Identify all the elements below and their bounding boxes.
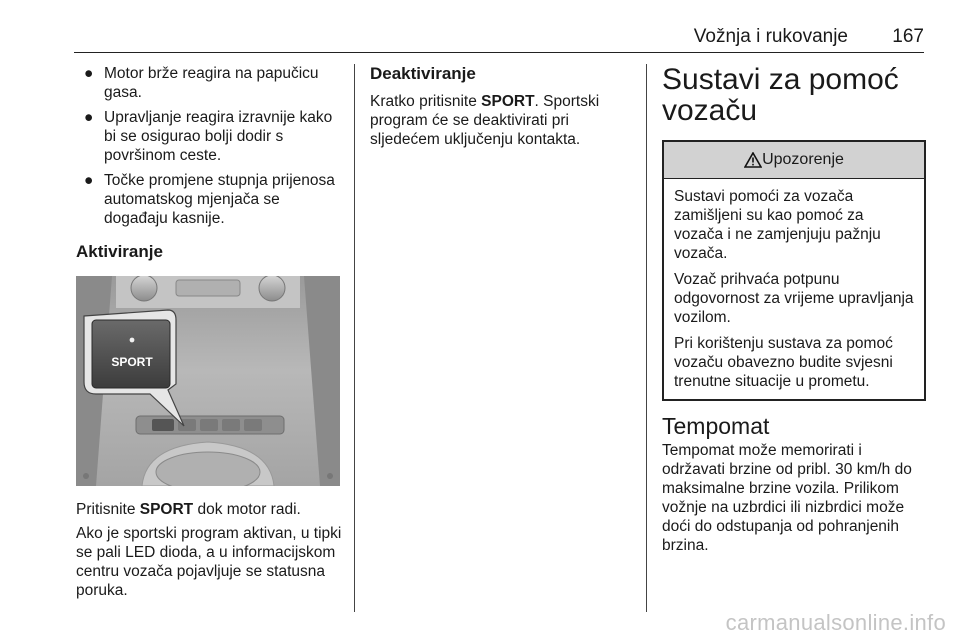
activation-instruction: Pritisnite SPORT dok motor radi. bbox=[76, 501, 301, 518]
warning-triangle-icon bbox=[744, 152, 762, 168]
column-1 bbox=[76, 64, 342, 600]
sport-button-label: SPORT bbox=[111, 355, 153, 369]
section-title: Sustavi za pomoć vozaču bbox=[662, 63, 899, 127]
chapter-title: Vožnja i rukovanje bbox=[693, 26, 848, 47]
column-3 bbox=[662, 64, 926, 555]
bullet-icon: ● bbox=[84, 109, 94, 126]
warning-paragraph: Vozač prihvaća potpunu odgovornost za vrijeme upravljanja vozilom. bbox=[674, 271, 914, 326]
warning-title: Upozorenje bbox=[762, 151, 844, 168]
bullet-icon: ● bbox=[84, 172, 94, 189]
watermark: carmanualsonline.info bbox=[725, 610, 946, 635]
warning-body bbox=[664, 179, 924, 399]
activation-description: Ako je sportski program aktivan, u tipki se pali LED dioda, a u informacijskom centru vozača pojavljuje se statusna poruka. bbox=[76, 525, 342, 599]
column-divider bbox=[646, 64, 647, 612]
page-number: 167 bbox=[892, 26, 924, 47]
sport-button-illustration bbox=[76, 276, 340, 486]
list-item: ● Upravljanje reagira izravnije kako bi se osigurao bolji dodir s površinom ceste. bbox=[84, 109, 333, 164]
bullet-icon: ● bbox=[84, 65, 94, 82]
list-item: ● Točke promjene stupnja prijenosa automatskog mjenjača se događaju kasnije. bbox=[84, 172, 335, 227]
warning-paragraph: Sustavi pomoći za vozača zamišljeni su kao pomoć za vozača i ne zamjenjuju pažnju vozača. bbox=[674, 188, 881, 262]
feature-list bbox=[76, 64, 342, 228]
cruise-control-description: Tempomat može memorirati i održavati brzine od pribl. 30 km/h do maksimalne brzine vozila. Prilikom vožnje na uzbrdici ili nizbrdici može doći do odstupanja od pohranjenih brzina. bbox=[662, 442, 912, 554]
page-header bbox=[74, 22, 924, 53]
warning-paragraph: Pri korištenju sustava za pomoć vozaču obavezno budite svjesni trenutne situacije u prometu. bbox=[674, 335, 893, 390]
subsection-heading-cruise-control: Tempomat bbox=[662, 413, 770, 439]
section-heading-deactivation: Deaktiviranje bbox=[370, 64, 476, 83]
deactivation-instruction: Kratko pritisnite SPORT. Sportski program će se deaktivirati pri sljedećem uključenju kontakta. bbox=[370, 93, 600, 148]
warning-header bbox=[664, 142, 924, 179]
warning-box bbox=[662, 140, 926, 401]
column-divider bbox=[354, 64, 355, 612]
column-2 bbox=[370, 64, 632, 149]
section-heading-activation: Aktiviranje bbox=[76, 242, 163, 261]
list-item: ● Motor brže reagira na papučicu gasa. bbox=[84, 65, 319, 101]
